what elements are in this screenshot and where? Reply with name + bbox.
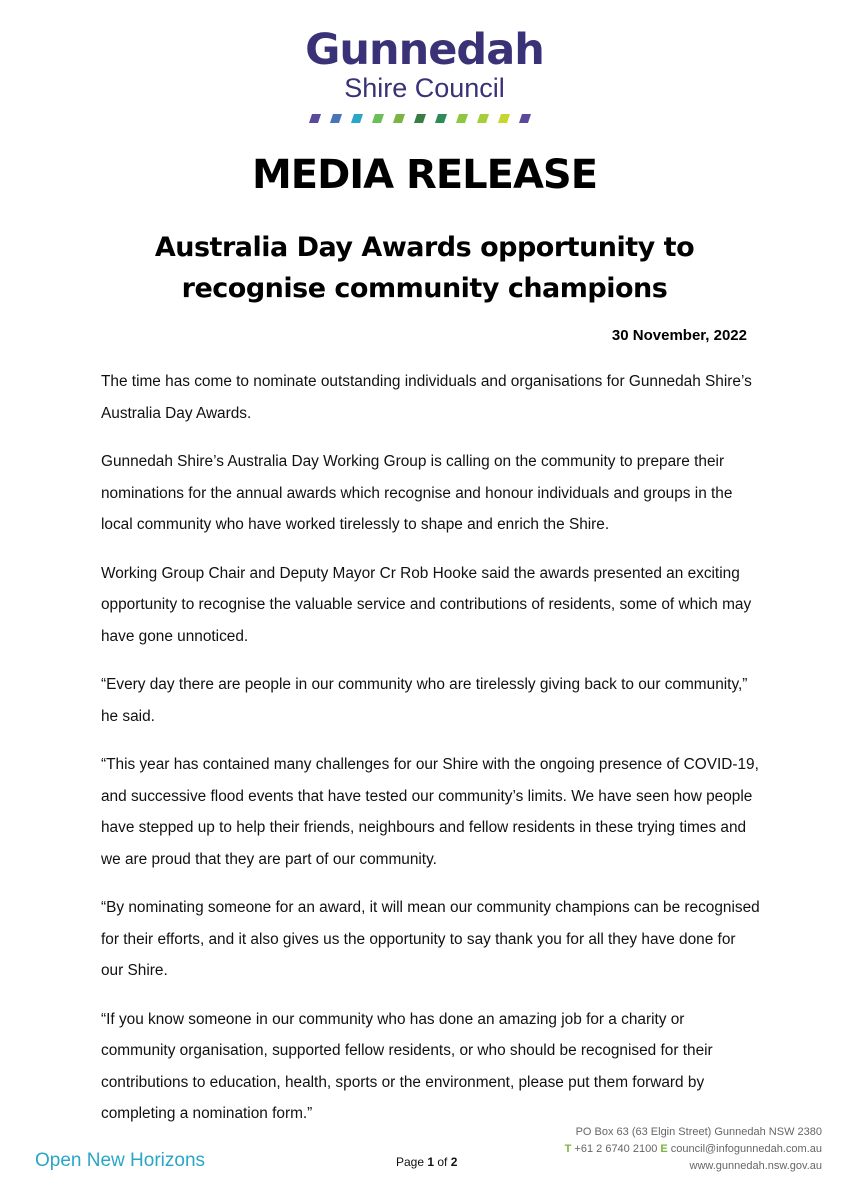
paragraph-7: “If you know someone in our community who has done an amazing job for a charity or community organisation, supported fellow residents, or who should be recognised for their contributions to education, health, sports or the environment, please put them forward by completing a nomination form.” <box>101 1010 713 1122</box>
logo-bar <box>477 114 489 123</box>
paragraph-2: Gunnedah Shire’s Australia Day Working Group is calling on the community to prepare their nominations for the annual awards which recognise and honour individuals and groups in the local community who have worked tirelessly to shape and enrich the Shire. <box>101 453 733 533</box>
headline-line-1: Australia Day Awards opportunity to <box>154 232 695 263</box>
headline <box>60 227 789 309</box>
footer-website: www.gunnedah.nsw.gov.au <box>689 1160 822 1172</box>
logo-bar <box>498 114 510 123</box>
logo-bar <box>372 114 384 123</box>
logo-bar <box>435 114 447 123</box>
page-of: of <box>434 1155 451 1169</box>
logo-bar <box>519 114 531 123</box>
paragraph-5: “This year has contained many challenges for our Shire with the ongoing presence of COVID-19, and successive flood events that have tested our community’s limits. We have seen how people have stepped up to help their friends, neighbours and fellow residents in these trying times and we are proud that they are part of our community. <box>101 756 759 868</box>
footer-tagline: Open New Horizons <box>35 1150 206 1171</box>
email-label: E <box>660 1143 668 1155</box>
phone-label: T <box>564 1143 572 1155</box>
release-date: 30 November, 2022 <box>611 327 747 344</box>
paragraph-6: “By nominating someone for an award, it will mean our community champions can be recognised for their efforts, and it also gives us the opportunity to say thank you for all they have done for our Shire. <box>101 899 760 979</box>
logo-bar <box>351 114 363 123</box>
footer-phone-email <box>565 1141 822 1158</box>
page-number <box>396 1155 457 1169</box>
page-current: 1 <box>427 1155 435 1169</box>
logo-bar <box>330 114 342 123</box>
logo-bar <box>456 114 468 123</box>
footer-contact <box>565 1124 822 1175</box>
media-release-heading: MEDIA RELEASE <box>251 152 598 198</box>
logo-subtitle: Shire Council <box>344 73 505 103</box>
headline-line-2: recognise community champions <box>181 273 668 304</box>
footer-phone: +61 2 6740 2100 <box>571 1143 661 1155</box>
footer-email: council@infogunnedah.com.au <box>667 1143 822 1155</box>
paragraph-3: Working Group Chair and Deputy Mayor Cr Rob Hooke said the awards presented an exciting opportunity to recognise the valuable service and contributions of residents, some of which may have gone unnoticed. <box>101 564 752 645</box>
page-prefix: Page <box>396 1155 428 1169</box>
logo-bar <box>393 114 405 123</box>
paragraph-4: “Every day there are people in our community who are tirelessly giving back to our community,” he said. <box>101 676 748 725</box>
logo-bar <box>414 114 426 123</box>
council-logo <box>0 26 849 103</box>
logo-bar <box>309 114 321 123</box>
page-total: 2 <box>450 1155 458 1169</box>
logo-bars-graphic <box>305 114 545 126</box>
logo-name: Gunnedah <box>305 25 544 75</box>
footer-address: PO Box 63 (63 Elgin Street) Gunnedah NSW 2380 <box>575 1126 822 1138</box>
paragraph-1: The time has come to nominate outstanding individuals and organisations for Gunnedah Shire’s Australia Day Awards. <box>101 373 752 422</box>
body-text <box>101 366 761 1147</box>
